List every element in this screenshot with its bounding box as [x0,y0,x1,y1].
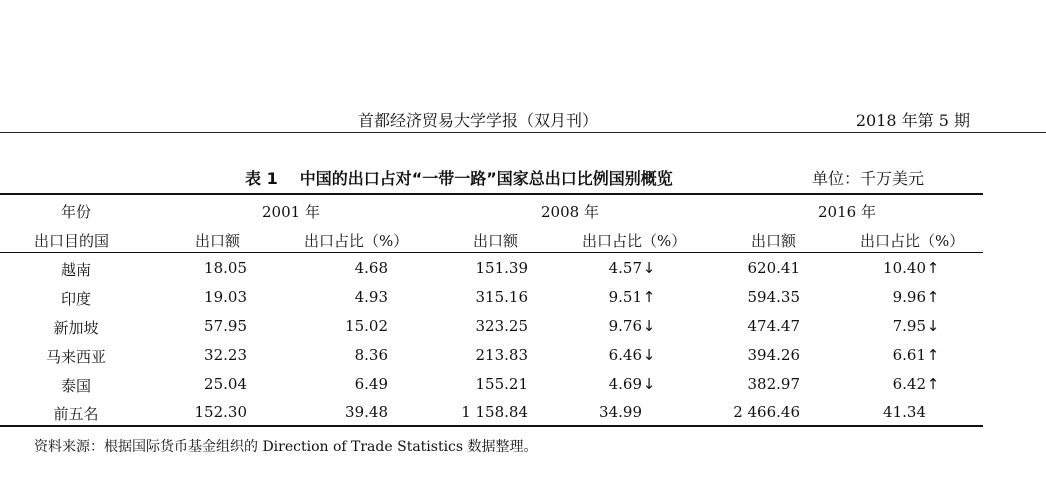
row-value-2008: 151.39 [475,259,528,277]
trend-arrow-icon: ↑ [926,259,940,277]
share-label-2008: 出口占比（%） [582,232,687,250]
year-label: 年份 [60,203,91,221]
value-label-2008: 出口额 [473,232,519,250]
row-share-2008: 9.51↑ [608,288,656,306]
group-year-2001: 2001 年 [262,203,320,221]
value-label-2001: 出口额 [195,232,241,250]
table-bottom-rule [0,425,983,427]
row-share-2016: 41.34 [883,403,926,421]
row-share-2001: 8.36 [354,346,388,364]
table-top-rule [0,193,983,195]
row-share-2001: 39.48 [345,403,388,421]
row-value-2016: 474.47 [747,317,800,335]
row-share-2016: 10.40↑ [883,259,940,277]
row-share-2016: 7.95↓ [892,317,940,335]
trend-arrow-icon: ↓ [642,317,656,335]
row-share-2008: 9.76↓ [608,317,656,335]
row-value-2001: 19.03 [204,288,247,306]
row-value-2016: 382.97 [747,375,800,393]
table-title: 中国的出口占对“一带一路”国家总出口比例国别概览 [299,169,673,188]
table-number: 表 1 [245,169,278,188]
trend-arrow-icon: ↓ [642,346,656,364]
destination-label: 出口目的国 [34,232,110,250]
group-year-2016: 2016 年 [818,203,876,221]
issue-number: 2018 年第 5 期 [855,111,970,130]
row-country: 前五名 [53,405,99,423]
row-share-2008: 34.99 [599,403,642,421]
table-unit: 单位：千万美元 [812,169,925,188]
row-value-2001: 57.95 [204,317,247,335]
row-share-2016: 6.42↑ [892,375,940,393]
row-share-2008: 4.57↓ [608,259,656,277]
row-value-2016: 620.41 [747,259,800,277]
page-header [0,106,1046,133]
row-country: 越南 [60,261,91,279]
row-value-2001: 18.05 [204,259,247,277]
row-value-2008: 1 158.84 [461,403,528,421]
row-country: 印度 [60,290,91,308]
row-value-2008: 323.25 [475,317,528,335]
row-share-2001: 15.02 [345,317,388,335]
row-value-2008: 213.83 [475,346,528,364]
trend-arrow-icon: ↑ [642,288,656,306]
trend-arrow-icon: ↓ [642,259,656,277]
row-share-2008: 4.69↓ [608,375,656,393]
source-note: 资料来源：根据国际货币基金组织的 Direction of Trade Statistics 数据整理。 [34,439,538,455]
group-year-2008: 2008 年 [541,203,599,221]
row-value-2001: 152.30 [194,403,247,421]
table-caption [245,166,673,189]
row-country: 新加坡 [53,319,99,337]
share-label-2016: 出口占比（%） [860,232,965,250]
trend-arrow-icon: ↓ [926,317,940,335]
row-share-2001: 4.93 [354,288,388,306]
row-value-2001: 25.04 [204,375,247,393]
row-value-2001: 32.23 [204,346,247,364]
table-header-rule [0,252,983,253]
row-value-2016: 2 466.46 [733,403,800,421]
row-share-2001: 6.49 [354,375,388,393]
value-label-2016: 出口额 [751,232,797,250]
row-share-2008: 6.46↓ [608,346,656,364]
row-country: 马来西亚 [45,348,106,366]
share-label-2001: 出口占比（%） [304,232,409,250]
trend-arrow-icon: ↑ [926,288,940,306]
row-value-2016: 394.26 [747,346,800,364]
row-share-2016: 9.96↑ [892,288,940,306]
row-value-2008: 315.16 [475,288,528,306]
row-share-2001: 4.68 [354,259,388,277]
trend-arrow-icon: ↑ [926,346,940,364]
trend-arrow-icon: ↑ [926,375,940,393]
row-country: 泰国 [60,377,91,395]
row-share-2016: 6.61↑ [892,346,940,364]
journal-title: 首都经济贸易大学学报（双月刊） [358,111,599,130]
trend-arrow-icon: ↓ [642,375,656,393]
row-value-2016: 594.35 [747,288,800,306]
row-value-2008: 155.21 [475,375,528,393]
